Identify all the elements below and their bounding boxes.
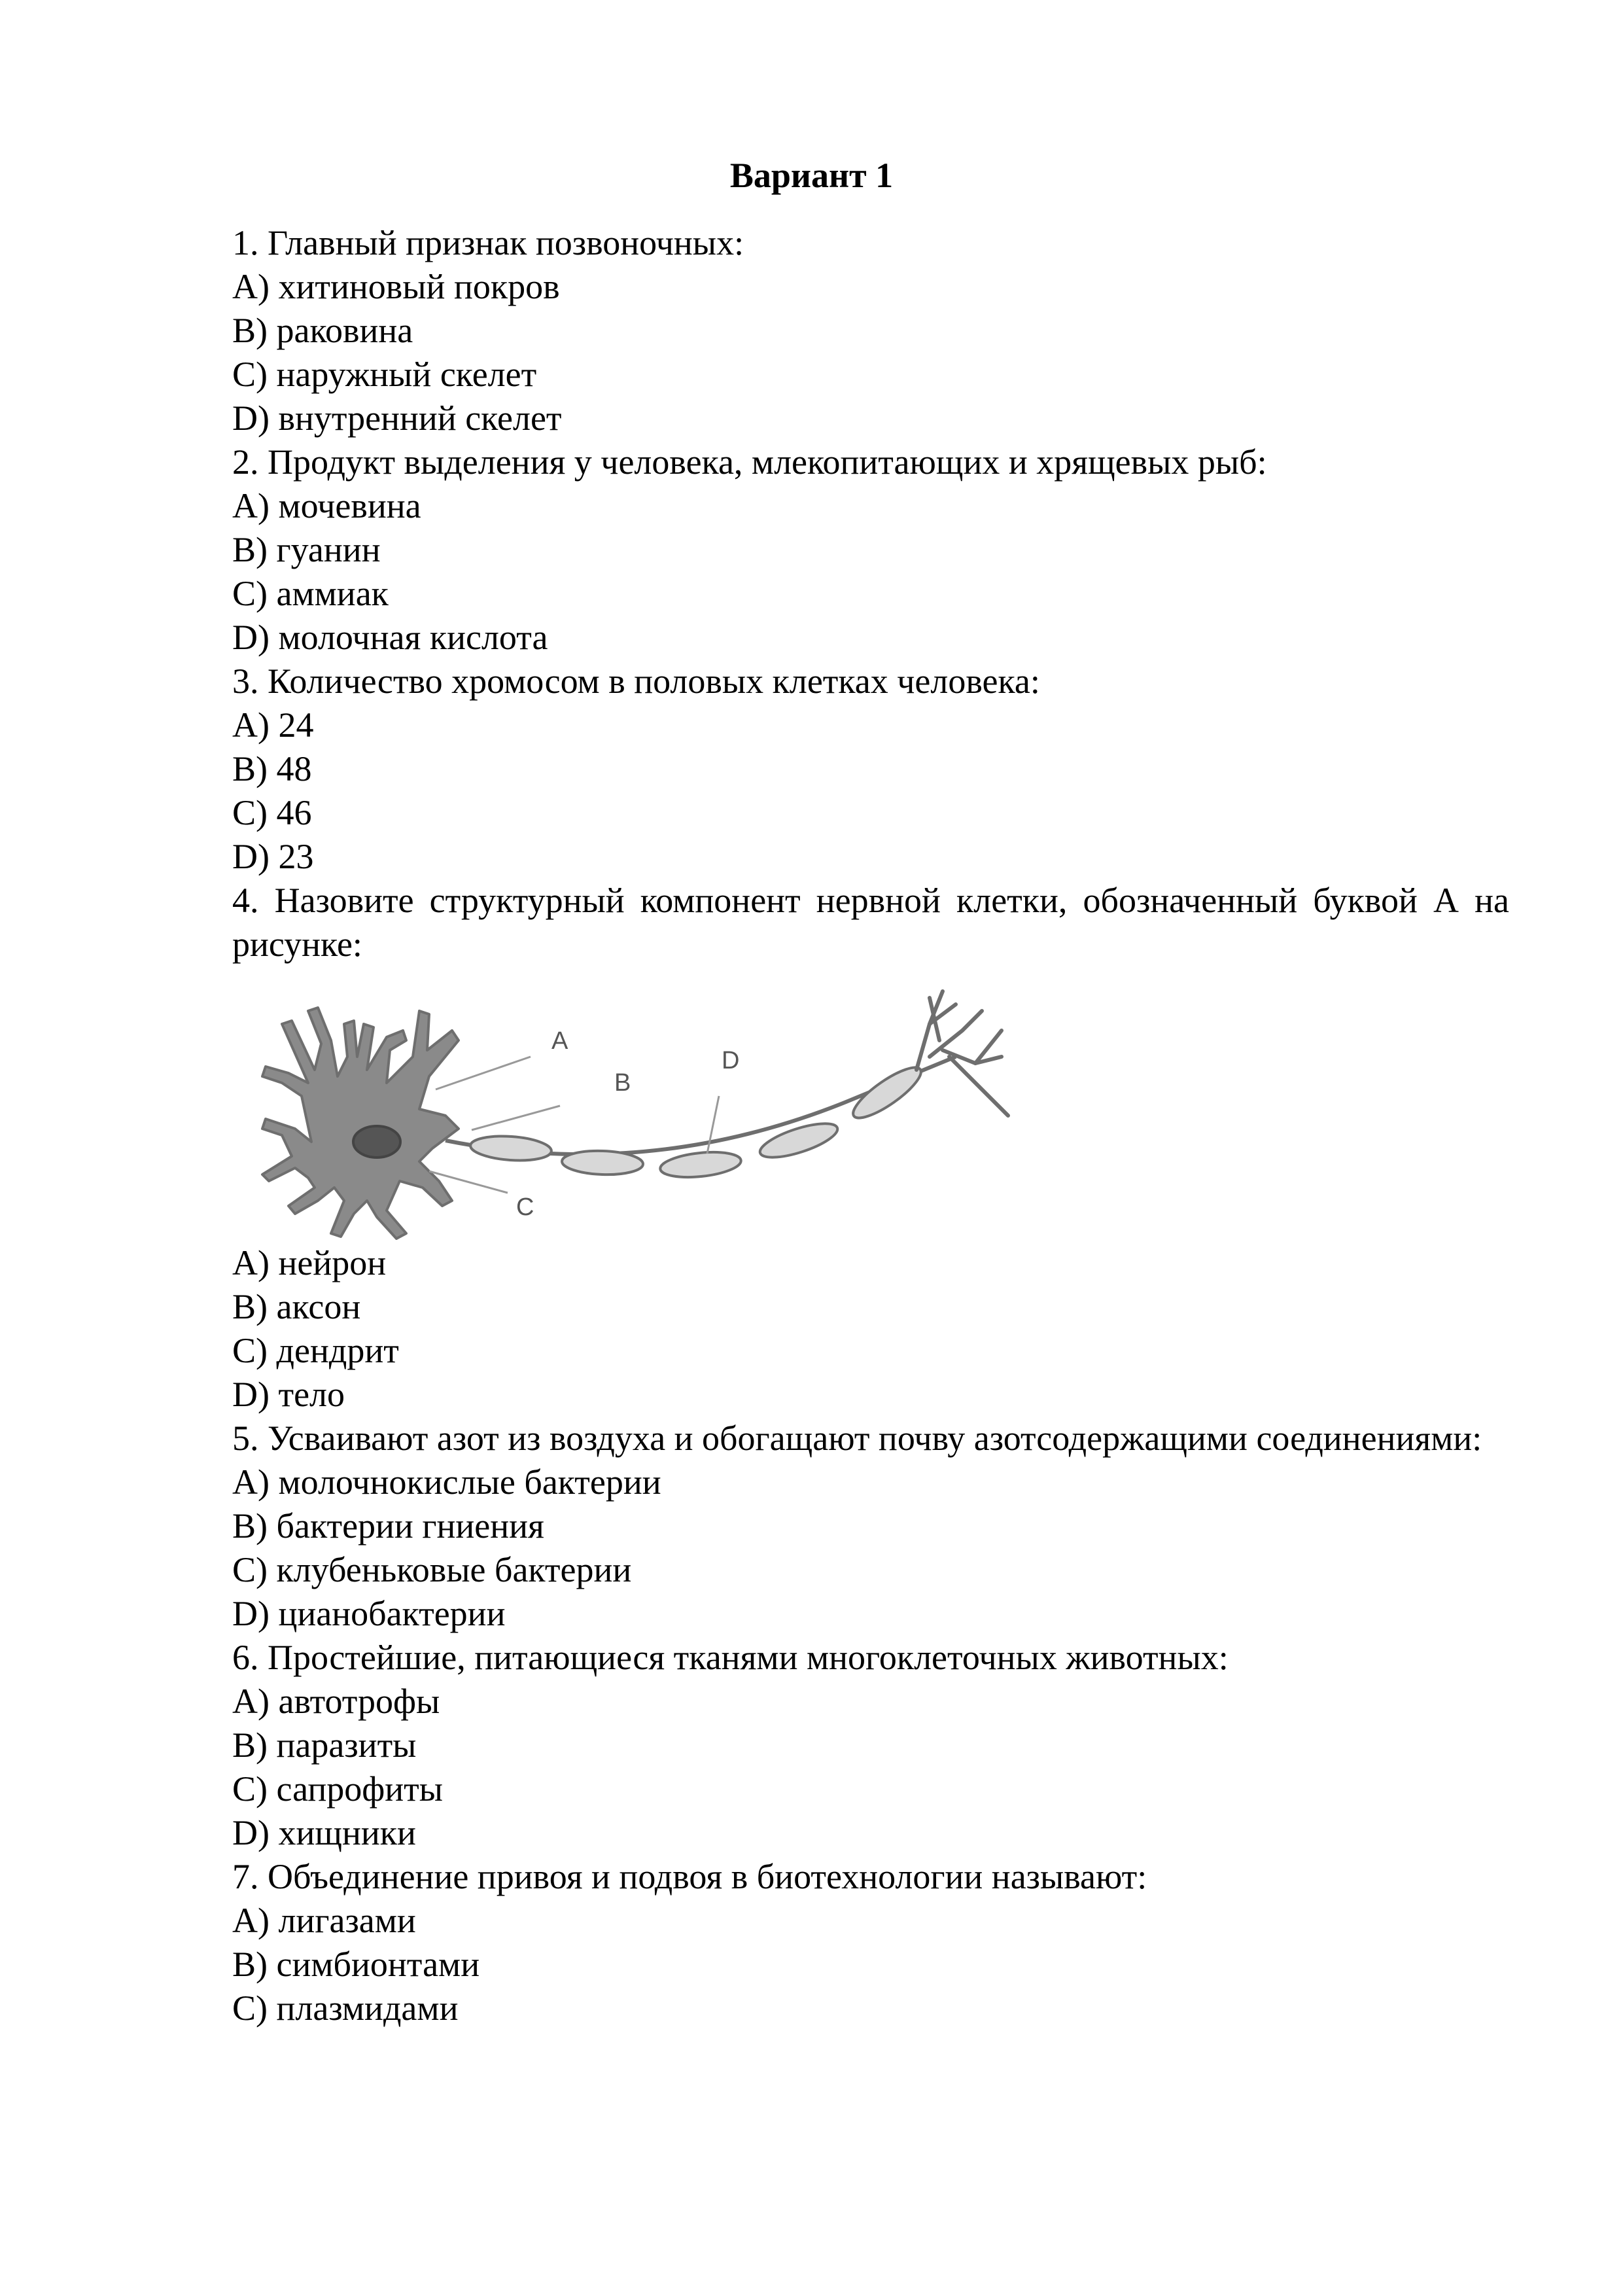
axon	[445, 1057, 956, 1180]
answer-option: C) плазмидами	[232, 1988, 459, 2028]
question-text: 4. Назовите структурный компонент нервной клетки, обозначенный буквой А на рисунке:	[232, 881, 1509, 964]
question-text: 7. Объединение привоя и подвоя в биотехнологии называют:	[232, 1857, 1147, 1896]
answer-option: B) аксон	[232, 1287, 361, 1326]
label-d: D	[722, 1047, 740, 1074]
answer-option: A) лигазами	[232, 1901, 416, 1940]
answer-option: C) дендрит	[232, 1331, 399, 1370]
answer-option: A) 24	[232, 705, 314, 745]
neuron-diagram	[256, 985, 1041, 1246]
dendrites-left	[262, 1008, 459, 1239]
answer-option: C) 46	[232, 793, 312, 832]
question-2	[232, 440, 1509, 660]
question-list	[232, 221, 1509, 2030]
answer-option: D) молочная кислота	[232, 618, 548, 657]
axon-terminals	[916, 991, 1008, 1116]
answer-option: B) симбионтами	[232, 1945, 480, 1984]
label-a: A	[551, 1027, 568, 1055]
question-text: 5. Усваивают азот из воздуха и обогащают почву азотсодержащими соединениями:	[232, 1419, 1482, 1458]
answer-option: D) тело	[232, 1375, 345, 1414]
answer-option: B) раковина	[232, 311, 413, 350]
label-c: C	[516, 1193, 534, 1221]
answer-option: A) автотрофы	[232, 1682, 440, 1721]
question-text: 2. Продукт выделения у человека, млекопитающих и хрящевых рыб:	[232, 442, 1267, 482]
question-3	[232, 660, 1509, 879]
question-text: 3. Количество хромосом в половых клетках человека:	[232, 662, 1040, 701]
answer-option: B) гуанин	[232, 530, 381, 569]
page-title: Вариант 1	[729, 156, 894, 195]
nucleus	[353, 1126, 400, 1157]
answer-option: D) внутренний скелет	[232, 398, 562, 438]
answer-option: A) нейрон	[232, 1243, 387, 1282]
answer-option: C) сапрофиты	[232, 1769, 444, 1809]
label-b: B	[614, 1069, 631, 1097]
neuron-figure	[232, 966, 1509, 1241]
answer-option: D) цианобактерии	[232, 1594, 506, 1633]
answer-option: C) клубеньковые бактерии	[232, 1550, 632, 1589]
question-7	[232, 1855, 1509, 2030]
question-1	[232, 221, 1509, 440]
question-text: 6. Простейшие, питающиеся тканями многоклеточных животных:	[232, 1638, 1229, 1677]
answer-option: C) наружный скелет	[232, 355, 537, 394]
answer-option: B) 48	[232, 749, 312, 788]
answer-option: A) молочнокислые бактерии	[232, 1462, 661, 1502]
answer-option: C) аммиак	[232, 574, 389, 613]
answer-option: A) мочевина	[232, 486, 421, 525]
question-4	[232, 879, 1509, 1417]
question-5	[232, 1417, 1509, 1636]
question-text: 1. Главный признак позвоночных:	[232, 223, 744, 262]
answer-option: D) хищники	[232, 1813, 416, 1852]
answer-option: B) паразиты	[232, 1725, 417, 1765]
answer-option: D) 23	[232, 837, 314, 876]
answer-option: B) бактерии гниения	[232, 1506, 544, 1545]
question-6	[232, 1636, 1509, 1855]
answer-option: A) хитиновый покров	[232, 267, 560, 306]
